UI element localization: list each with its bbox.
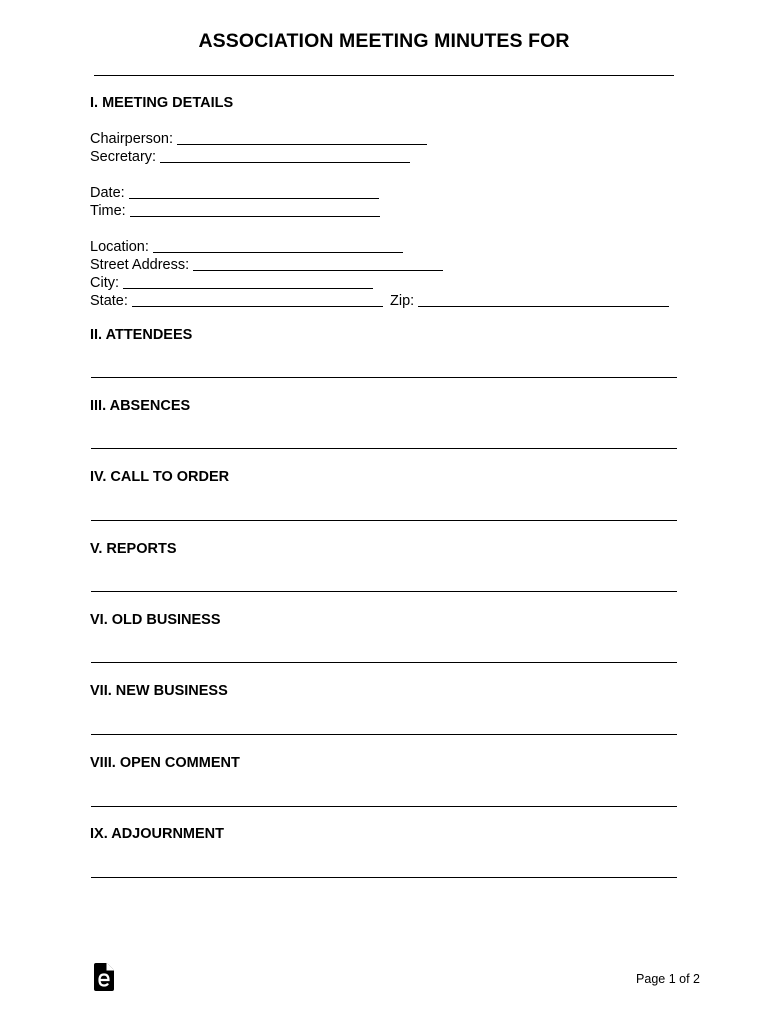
time-label: Time: [90, 203, 126, 219]
old-business-line[interactable] [91, 662, 677, 663]
meeting-details-heading: I. MEETING DETAILS [90, 95, 234, 111]
document-title: ASSOCIATION MEETING MINUTES FOR [198, 30, 570, 52]
secretary-label: Secretary: [90, 149, 157, 165]
state-input[interactable] [132, 293, 383, 307]
reports-line[interactable] [91, 591, 677, 592]
new-business-line[interactable] [91, 734, 677, 735]
state-field [90, 292, 383, 310]
date-field [90, 184, 379, 202]
old-business-heading: VI. OLD BUSINESS [90, 612, 221, 628]
open-comment-line[interactable] [91, 806, 677, 807]
street-address-input[interactable] [193, 257, 443, 271]
adjournment-heading: IX. ADJOURNMENT [90, 826, 224, 842]
title-blank-line[interactable] [94, 75, 674, 76]
city-input[interactable] [123, 275, 373, 289]
reports-heading: V. REPORTS [90, 541, 177, 557]
location-input[interactable] [153, 239, 403, 253]
eforms-logo-icon [94, 963, 114, 991]
street-address-label: Street Address: [90, 257, 190, 273]
adjournment-line[interactable] [91, 877, 677, 878]
attendees-heading: II. ATTENDEES [90, 327, 193, 343]
city-label: City: [90, 275, 119, 291]
call-to-order-line[interactable] [91, 520, 677, 521]
street-address-field [90, 256, 443, 274]
secretary-input[interactable] [160, 149, 410, 163]
time-input[interactable] [130, 203, 380, 217]
page-number: Page 1 of 2 [636, 972, 700, 986]
city-field [90, 274, 373, 292]
date-input[interactable] [129, 185, 379, 199]
zip-input[interactable] [418, 293, 669, 307]
state-label: State: [90, 293, 128, 309]
secretary-field [90, 148, 410, 166]
chairperson-label: Chairperson: [90, 131, 174, 147]
call-to-order-heading: IV. CALL TO ORDER [90, 469, 230, 485]
location-label: Location: [90, 239, 149, 255]
chairperson-field [90, 130, 427, 148]
zip-field [390, 292, 669, 310]
date-label: Date: [90, 185, 125, 201]
absences-line[interactable] [91, 448, 677, 449]
zip-label: Zip: [390, 293, 415, 309]
attendees-line[interactable] [91, 377, 677, 378]
chairperson-input[interactable] [177, 131, 427, 145]
absences-heading: III. ABSENCES [90, 398, 191, 414]
open-comment-heading: VIII. OPEN COMMENT [90, 755, 240, 771]
time-field [90, 202, 380, 220]
location-field [90, 238, 403, 256]
new-business-heading: VII. NEW BUSINESS [90, 683, 228, 699]
